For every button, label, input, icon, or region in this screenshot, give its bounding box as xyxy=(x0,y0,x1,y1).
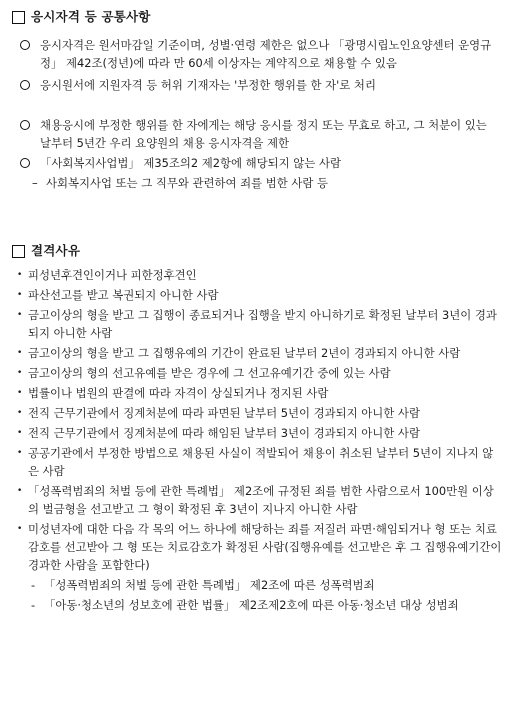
dash-marker: - xyxy=(31,598,36,612)
section-header xyxy=(12,6,518,28)
list-item xyxy=(0,482,518,518)
dot-bullet-icon: • xyxy=(17,524,23,534)
list-item xyxy=(0,286,518,304)
dot-bullet-icon: • xyxy=(17,368,23,378)
section-common-requirements xyxy=(0,6,518,192)
section-title: 결격사유 xyxy=(31,243,81,258)
dot-bullet-icon: • xyxy=(17,486,23,496)
item-text: 파산선고를 받고 복권되지 아니한 사람 xyxy=(28,288,219,302)
dot-bullet-icon: • xyxy=(17,408,23,418)
list-item xyxy=(0,306,518,342)
dot-bullet-icon: • xyxy=(17,310,23,320)
sub-item xyxy=(0,576,518,594)
item-text: 「사회복지사업법」 제35조의2 제2항에 해당되지 않는 사람 xyxy=(40,156,341,170)
item-text: 채용응시에 부정한 행위를 한 자에게는 해당 응시를 정지 또는 무효로 하고, 그 처분이 있는 날부터 5년간 우리 요양원의 채용 응시자격을 제한 xyxy=(40,118,487,150)
item-text: 법률이나 법원의 판결에 따라 자격이 상실되거나 정지된 사람 xyxy=(28,386,329,400)
item-text: 응시자격은 원서마감일 기준이며, 성별·연령 제한은 없으나 「광명시립노인요양센터 운영규정」 제42조(정년)에 따라 만 60세 이상자는 계약직으로 채용할 수 있음 xyxy=(40,38,492,70)
list-item xyxy=(0,76,518,94)
dot-bullet-icon: • xyxy=(17,448,23,458)
item-text: 공공기관에서 부정한 방법으로 채용된 사실이 적발되어 채용이 취소된 날부터 5년이 지나지 않은 사람 xyxy=(28,446,494,478)
item-text: 「성폭력범죄의 처벌 등에 관한 특례법」 제2조에 규정된 죄를 범한 사람으로서 100만원 이상의 벌금형을 선고받고 그 형이 확정된 후 3년이 지나지 아니한 사람 xyxy=(28,484,494,516)
list-item xyxy=(0,154,518,172)
item-text: 전직 근무기관에서 징계처분에 따라 파면된 날부터 5년이 경과되지 아니한 사람 xyxy=(28,406,420,420)
item-text: 금고이상의 형의 선고유예를 받은 경우에 그 선고유예기간 중에 있는 사람 xyxy=(28,366,391,380)
list-item xyxy=(0,116,518,152)
dot-bullet-icon: • xyxy=(17,290,23,300)
dot-bullet-icon: • xyxy=(17,348,23,358)
circle-bullet-icon xyxy=(20,80,30,90)
list-item xyxy=(0,384,518,402)
item-text: 피성년후견인이거나 피한정후견인 xyxy=(28,268,197,282)
section-disqualifications xyxy=(0,240,518,614)
dot-bullet-icon: • xyxy=(17,428,23,438)
list-item xyxy=(0,344,518,362)
dash-marker: - xyxy=(31,578,36,592)
item-text: 금고이상의 형을 받고 그 집행이 종료되거나 집행을 받지 아니하기로 확정된 날부터 3년이 경과되지 아니한 사람 xyxy=(28,308,497,340)
checkbox-square-icon xyxy=(12,11,25,24)
dash-item xyxy=(0,174,518,192)
list-item xyxy=(0,266,518,284)
item-text: 「아동·청소년의 성보호에 관한 법률」 제2조제2호에 따른 아동·청소년 대상 성범죄 xyxy=(44,598,459,612)
list-item xyxy=(0,444,518,480)
circle-bullet-icon xyxy=(20,158,30,168)
item-text: 「성폭력범죄의 처벌 등에 관한 특례법」 제2조에 따른 성폭력범죄 xyxy=(44,578,375,592)
list-item xyxy=(0,364,518,382)
item-text: 금고이상의 형을 받고 그 집행유예의 기간이 완료된 날부터 2년이 경과되지 아니한 사람 xyxy=(28,346,461,360)
sub-item xyxy=(0,596,518,614)
list-item xyxy=(0,404,518,422)
dash-marker: – xyxy=(32,176,38,190)
item-text: 미성년자에 대한 다음 각 목의 어느 하나에 해당하는 죄를 저질러 파면·해임되거나 형 또는 치료감호를 선고받아 그 형 또는 치료감호가 확정된 사람(집행유예를 선고받은 후 그 집행유예기간이 경과한 사람을 포함한다) xyxy=(28,522,502,572)
list-item xyxy=(0,36,518,72)
list-item xyxy=(0,424,518,442)
item-text: 전직 근무기관에서 징계처분에 따라 해임된 날부터 3년이 경과되지 아니한 사람 xyxy=(28,426,420,440)
dot-bullet-icon: • xyxy=(17,388,23,398)
item-text: 응시원서에 지원자격 등 허위 기재자는 '부정한 행위를 한 자'로 처리 xyxy=(40,78,376,92)
circle-bullet-icon xyxy=(20,40,30,50)
checkbox-square-icon xyxy=(12,245,25,258)
circle-bullet-icon xyxy=(20,120,30,130)
dot-bullet-icon: • xyxy=(17,270,23,280)
item-text: 사회복지사업 또는 그 직무와 관련하여 죄를 범한 사람 등 xyxy=(46,176,329,190)
list-item xyxy=(0,520,518,574)
section-header xyxy=(12,240,518,262)
section-title: 응시자격 등 공통사항 xyxy=(31,9,151,24)
